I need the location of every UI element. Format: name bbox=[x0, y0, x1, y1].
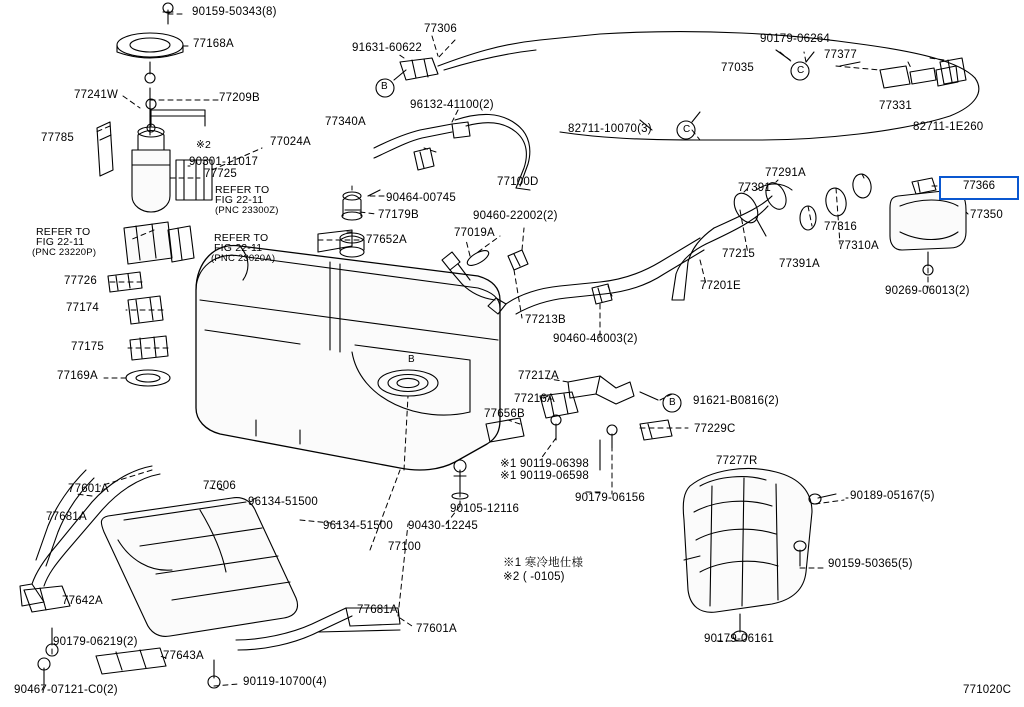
part-label: 77277R bbox=[716, 455, 758, 467]
reference-note: (PNC 23220P) bbox=[32, 247, 97, 258]
part-label: 82711-10070(3) bbox=[568, 123, 652, 135]
part-label: 77726 bbox=[64, 275, 97, 287]
part-label: 77229C bbox=[694, 423, 736, 435]
part-label: 90467-07121-C0(2) bbox=[14, 684, 118, 696]
note-marker: ※2 bbox=[196, 139, 212, 151]
part-label: 90179-06219(2) bbox=[53, 636, 138, 648]
part-label: 77681A bbox=[46, 511, 87, 523]
part-label: 77310A bbox=[838, 240, 879, 252]
reference-note: FIG 22-11 bbox=[36, 236, 85, 248]
section-marker-b: B bbox=[408, 354, 415, 365]
part-label: 77216A bbox=[514, 393, 555, 405]
part-label: 90179-06156 bbox=[575, 492, 645, 504]
reference-note: FIG 22-11 bbox=[214, 242, 263, 254]
section-marker-b: B bbox=[669, 397, 676, 408]
reference-note: REFER TO bbox=[36, 226, 91, 238]
part-label: 77100 bbox=[388, 541, 421, 553]
part-label: 77391 bbox=[738, 182, 771, 194]
part-label: 90301-11017 bbox=[189, 156, 259, 168]
part-label: 77377 bbox=[824, 49, 857, 61]
part-label: 90159-50343(8) bbox=[192, 6, 277, 18]
footnote-2: ※2 ( -0105) bbox=[503, 571, 565, 583]
part-label: 90460-22002(2) bbox=[473, 210, 558, 222]
part-label: 77601A bbox=[416, 623, 457, 635]
section-marker-b: B bbox=[381, 81, 388, 92]
part-label: 77201E bbox=[700, 280, 741, 292]
part-label: 77656B bbox=[484, 408, 525, 420]
part-label: 96132-41100(2) bbox=[410, 99, 494, 111]
part-label: 96134-51500 bbox=[248, 496, 318, 508]
part-label: 91631-60622 bbox=[352, 42, 422, 54]
part-label: 77340A bbox=[325, 116, 366, 128]
reference-note: (PNC 23300Z) bbox=[215, 205, 279, 216]
part-label: 77217A bbox=[518, 370, 559, 382]
part-label: 77213B bbox=[525, 314, 566, 326]
part-label: 90189-05167(5) bbox=[850, 490, 935, 502]
part-label: 90105-12116 bbox=[450, 503, 520, 515]
part-label: 77331 bbox=[879, 100, 912, 112]
part-label: 77035 bbox=[721, 62, 754, 74]
part-label: 77168A bbox=[193, 38, 234, 50]
reference-note: FIG 22-11 bbox=[215, 194, 264, 206]
part-label: 77174 bbox=[66, 302, 99, 314]
part-label: 90159-50365(5) bbox=[828, 558, 913, 570]
part-label: 77291A bbox=[765, 167, 806, 179]
part-label: 77601A bbox=[68, 483, 109, 495]
part-label: 77100D bbox=[497, 176, 539, 188]
part-label: 77306 bbox=[424, 23, 457, 35]
part-label: 90460-46003(2) bbox=[553, 333, 638, 345]
diagram-id: 771020C bbox=[963, 684, 1012, 696]
part-label: 96134-51500 bbox=[323, 520, 393, 532]
reference-note: REFER TO bbox=[215, 184, 270, 196]
part-label: 90119-10700(4) bbox=[243, 676, 327, 688]
part-label: 77350 bbox=[970, 209, 1003, 221]
footnote-1: ※1 寒冷地仕様 bbox=[503, 557, 584, 569]
section-marker-c: C bbox=[797, 65, 805, 76]
reference-note: REFER TO bbox=[214, 232, 269, 244]
part-label: 77652A bbox=[366, 234, 407, 246]
part-label: 82711-1E260 bbox=[913, 121, 984, 133]
part-label: 77606 bbox=[203, 480, 236, 492]
part-label: 77642A bbox=[62, 595, 103, 607]
part-label: 77179B bbox=[378, 209, 419, 221]
part-label: 77209B bbox=[219, 92, 260, 104]
part-label: 77169A bbox=[57, 370, 98, 382]
part-label: 77316 bbox=[824, 221, 857, 233]
part-label: ※1 90119-06398 bbox=[500, 458, 589, 470]
part-label: 77241W bbox=[74, 89, 119, 101]
selected-part-label: 77366 bbox=[963, 180, 995, 192]
part-label: 90179-06264 bbox=[760, 33, 830, 45]
part-label: 90269-06013(2) bbox=[885, 285, 970, 297]
part-label: 77019A bbox=[454, 227, 495, 239]
part-label: 90464-00745 bbox=[386, 192, 456, 204]
reference-note: (PNC 23020A) bbox=[211, 253, 276, 264]
section-marker-c: C bbox=[683, 124, 691, 135]
part-label: 77391A bbox=[779, 258, 820, 270]
part-label: 77785 bbox=[41, 132, 74, 144]
part-label: 91621-B0816(2) bbox=[693, 395, 779, 407]
part-label: 90430-12245 bbox=[408, 520, 478, 532]
selected-part-highlight[interactable] bbox=[939, 176, 1019, 200]
part-label: 77725 bbox=[204, 168, 237, 180]
part-label: 77215 bbox=[722, 248, 755, 260]
part-label: 77681A bbox=[357, 604, 398, 616]
part-label: 77175 bbox=[71, 341, 104, 353]
part-label: 90179-06161 bbox=[704, 633, 774, 645]
part-label: ※1 90119-06598 bbox=[500, 470, 589, 482]
part-label: 77024A bbox=[270, 136, 311, 148]
part-label: 77643A bbox=[163, 650, 204, 662]
